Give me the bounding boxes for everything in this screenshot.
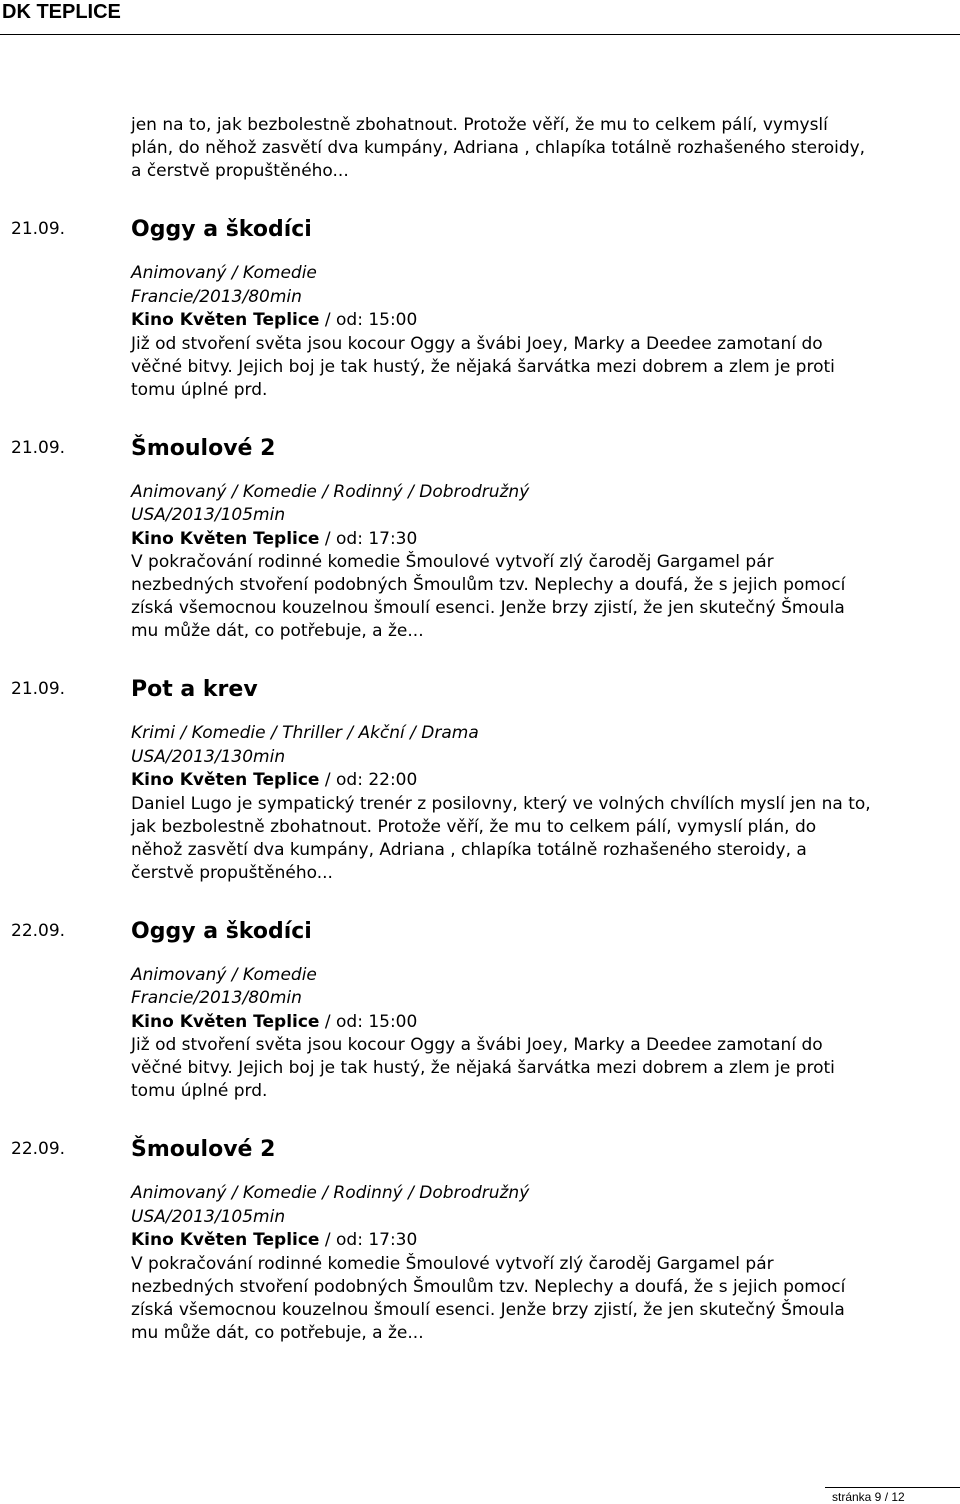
event-genre: Animovaný / Komedie [131, 964, 317, 985]
event-date: 21.09. [11, 679, 66, 699]
event-body [131, 920, 871, 1104]
event-description: V pokračování rodinné komedie Šmoulové vytvoří zlý čaroděj Gargamel pár nezbedných stvoření podobných Šmoulům tzv. Neplechy a doufá, že s jejich pomocí získá všemocnou kouzelnou šmoulí esenci. Jenže brzy zjistí, že jen skutečný Šmoula mu může dát, co potřebuje, a že... [131, 1253, 846, 1343]
footer-divider [825, 1487, 960, 1488]
event-item [0, 437, 960, 644]
event-genre: Animovaný / Komedie / Rodinný / Dobrodružný [131, 1183, 530, 1203]
event-title: Šmoulové 2 [131, 1137, 276, 1162]
event-venue-line [131, 528, 871, 552]
continued-description: jen na to, jak bezbolestně zbohatnout. Protože věří, že mu to celkem pálí, vymyslí plán, do něhož zasvětí dva kumpány, Adriana , chlapíka totálně rozhašeného steroidy, a čerstvě propuštěného... [131, 115, 866, 181]
event-item [0, 218, 960, 402]
event-venue-line [131, 769, 871, 793]
event-genre: Krimi / Komedie / Thriller / Akční / Drama [131, 723, 479, 743]
event-date: 22.09. [11, 920, 66, 941]
event-time: / od: 22:00 [319, 770, 418, 790]
event-time: / od: 15:00 [319, 1011, 418, 1032]
event-description: V pokračování rodinné komedie Šmoulové vytvoří zlý čaroděj Gargamel pár nezbedných stvoření podobných Šmoulům tzv. Neplechy a doufá, že s jejich pomocí získá všemocnou kouzelnou šmoulí esenci. Jenže brzy zjistí, že jen skutečný Šmoula mu může dát, co potřebuje, a že... [131, 552, 846, 641]
event-time: / od: 17:30 [319, 1230, 418, 1250]
event-origin: USA/2013/130min [131, 746, 286, 767]
event-origin: USA/2013/105min [131, 1206, 286, 1227]
event-date: 21.09. [11, 219, 66, 239]
event-item [0, 920, 960, 1104]
event-date: 22.09. [11, 1139, 66, 1159]
event-title: Oggy a škodíci [131, 918, 312, 944]
event-origin: Francie/2013/80min [131, 286, 302, 307]
event-title: Oggy a škodíci [131, 217, 312, 242]
event-item [0, 1138, 960, 1345]
event-venue: Kino Květen Teplice [131, 310, 320, 330]
event-venue-line [131, 1229, 871, 1253]
event-body [131, 437, 871, 644]
event-body [131, 218, 871, 402]
page-title: DK TEPLICE [2, 1, 121, 23]
header-divider [0, 34, 960, 35]
event-time: / od: 15:00 [319, 310, 418, 330]
event-description: Již od stvoření světa jsou kocour Oggy a švábi Joey, Marky a Deedee zamotaní do věčné bitvy. Jejich boj je tak hustý, že nějaká šarvátka mezi dobrem a zlem je proti tomu úplné prd. [131, 1035, 835, 1101]
event-venue-line [131, 1011, 871, 1035]
event-venue: Kino Květen Teplice [131, 770, 320, 790]
event-genre: Animovaný / Komedie [131, 263, 317, 283]
event-time: / od: 17:30 [319, 528, 418, 549]
event-item [0, 678, 960, 885]
event-body [131, 678, 871, 885]
event-genre: Animovaný / Komedie / Rodinný / Dobrodružný [131, 481, 530, 502]
program-content [0, 114, 960, 1345]
event-title: Šmoulové 2 [131, 435, 276, 461]
page-header [0, 0, 960, 36]
event-origin: Francie/2013/80min [131, 988, 302, 1008]
event-description: Již od stvoření světa jsou kocour Oggy a švábi Joey, Marky a Deedee zamotaní do věčné bitvy. Jejich boj je tak hustý, že nějaká šarvátka mezi dobrem a zlem je proti tomu úplné prd. [131, 333, 835, 400]
event-venue: Kino Květen Teplice [131, 1230, 320, 1250]
event-title: Pot a krev [131, 677, 258, 702]
event-venue: Kino Květen Teplice [131, 528, 320, 549]
page-number: stránka 9 / 12 [832, 1490, 905, 1504]
event-venue-line [131, 309, 871, 333]
event-origin: USA/2013/105min [131, 505, 286, 525]
event-date: 21.09. [11, 437, 66, 458]
event-venue: Kino Květen Teplice [131, 1011, 320, 1032]
event-description: Daniel Lugo je sympatický trenér z posilovny, který ve volných chvílích myslí jen na to, jak bezbolestně zbohatnout. Protože věří, že mu to celkem pálí, vymyslí plán, do něhož zasvětí dva kumpány, Adriana , chlapíka totálně rozhašeného steroidy, a čerstvě propuštěného... [131, 793, 871, 883]
event-body [131, 1138, 871, 1345]
